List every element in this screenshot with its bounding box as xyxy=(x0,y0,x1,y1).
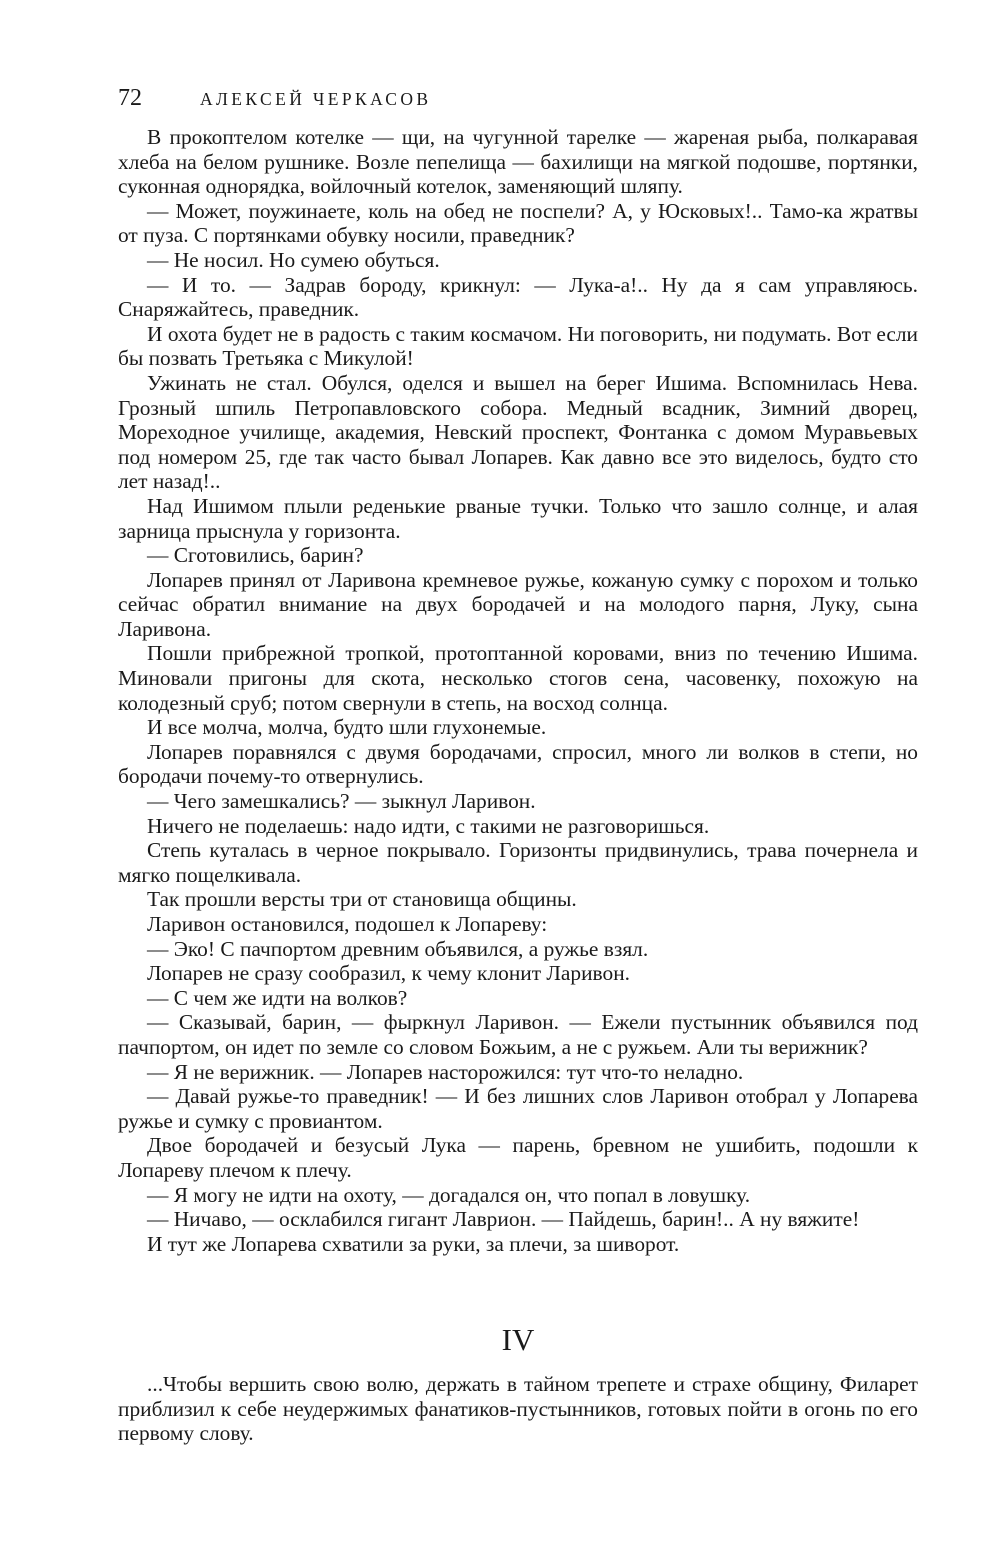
paragraph: И тут же Лопарева схватили за руки, за плечи, за шиворот. xyxy=(147,1231,680,1256)
paragraph: — И то. — Задрав бороду, крикнул: — Лука-а!.. Ну да я сам управляюсь. Снаряжайтесь, праведник. xyxy=(118,272,918,322)
book-page xyxy=(118,78,918,1478)
paragraph: — Я не верижник. — Лопарев насторожился: тут что-то неладно. xyxy=(147,1059,744,1084)
paragraph: И охота будет не в радость с таким космачом. Ни поговорить, ни подумать. Вот если бы позвать Третьяка с Микулой! xyxy=(118,321,918,371)
paragraph: И все молча, молча, будто шли глухонемые. xyxy=(147,715,547,740)
paragraph: — Чего замешкались? — зыкнул Ларивон. xyxy=(147,789,536,814)
paragraph: В прокоптелом котелке — щи, на чугунной тарелке — жареная рыба, полкаравая хлеба на белом рушнике. Возле пепелища — бахилищи на мягкой подошве, портянки, суконная однорядка, войлочный котелок, заменяющий шляпу. xyxy=(118,125,918,199)
paragraph: Степь куталась в черное покрывало. Горизонты придвинулись, трава почернела и мягко пощелкивала. xyxy=(118,838,918,887)
paragraph: — Сказывай, барин, — фыркнул Ларивон. — Ежели пустынник объявился под пачпортом, он идет по земле со словом Божьим, а не с ружьем. Али ты верижник? xyxy=(118,1010,918,1059)
chapter-text xyxy=(118,1372,918,1446)
paragraph: Ларивон остановился, подошел к Лопареву: xyxy=(147,912,548,936)
running-head xyxy=(118,78,918,118)
paragraph: Ужинать не стал. Обулся, оделся и вышел на берег Ишима. Вспомнилась Нева. Грозный шпиль Петропавловского собора. Медный всадник, Зимний дворец, Мореходное училище, академия, Невский проспект, Фонтанка с домом Муравьевых под номером 25, где так часто бывал Лопарев. Как давно все это виделось, будто сто лет назад!.. xyxy=(118,370,918,494)
paragraph: — Я могу не идти на охоту, — догадался он, что попал в ловушку. xyxy=(147,1182,751,1207)
paragraph: Ничего не поделаешь: надо идти, с такими не разговоришься. xyxy=(147,813,710,838)
paragraph: — Давай ружье-то праведник! — И без лишних слов Ларивон отобрал у Лопарева ружье и сумку с провиантом. xyxy=(118,1084,918,1133)
paragraph: Двое бородачей и безусый Лука — парень, бревном не ушибить, подошли к Лопареву плечом к плечу. xyxy=(118,1133,918,1182)
paragraph: Над Ишимом плыли реденькие рваные тучки. Только что зашло солнце, и алая зарница прыснула у горизонта. xyxy=(118,493,918,543)
paragraph: ...Чтобы вершить свою волю, держать в тайном трепете и страхе общину, Филарет приблизил к себе неудержимых фанатиков-пустынников, готовых пойти в огонь по его первому слову. xyxy=(118,1372,918,1446)
paragraph: — С чем же идти на волков? xyxy=(147,985,408,1010)
paragraph: Так прошли версты три от становища общины. xyxy=(147,887,577,912)
paragraph: — Не носил. Но сумею обуться. xyxy=(147,247,440,272)
paragraph: — Эко! С пачпортом древним объявился, а ружье взял. xyxy=(147,936,649,961)
body-text xyxy=(118,125,918,1256)
page-number: 72 xyxy=(118,85,142,111)
paragraph: Пошли прибрежной тропкой, протоптанной коровами, вниз по течению Ишима. Миновали пригоны для скота, несколько стогов сена, часовенку, похожую на колодезный сруб; потом свернули в степь, на восход солнца. xyxy=(118,641,918,715)
paragraph: — Ничаво, — осклабился гигант Лаврион. — Пайдешь, барин!.. А ну вяжите! xyxy=(147,1207,860,1232)
paragraph: — Может, поужинаете, коль на обед не поспели? А, у Юсковых!.. Тамо-ка жратвы от пуза. С портянками обувку носили, праведник? xyxy=(118,198,918,248)
author-name: АЛЕКСЕЙ ЧЕРКАСОВ xyxy=(200,89,432,109)
paragraph: Лопарев принял от Ларивона кремневое ружье, кожаную сумку с порохом и только сейчас обратил внимание на двух бородачей и на молодого парня, Луку, сына Ларивона. xyxy=(118,567,918,641)
chapter-heading: IV xyxy=(501,1322,535,1357)
paragraph: Лопарев не сразу сообразил, к чему клонит Ларивон. xyxy=(147,961,631,986)
paragraph: Лопарев поравнялся с двумя бородачами, спросил, много ли волков в степи, но бородачи почему-то отвернулись. xyxy=(118,739,918,789)
paragraph: — Сготовились, барин? xyxy=(147,543,364,568)
